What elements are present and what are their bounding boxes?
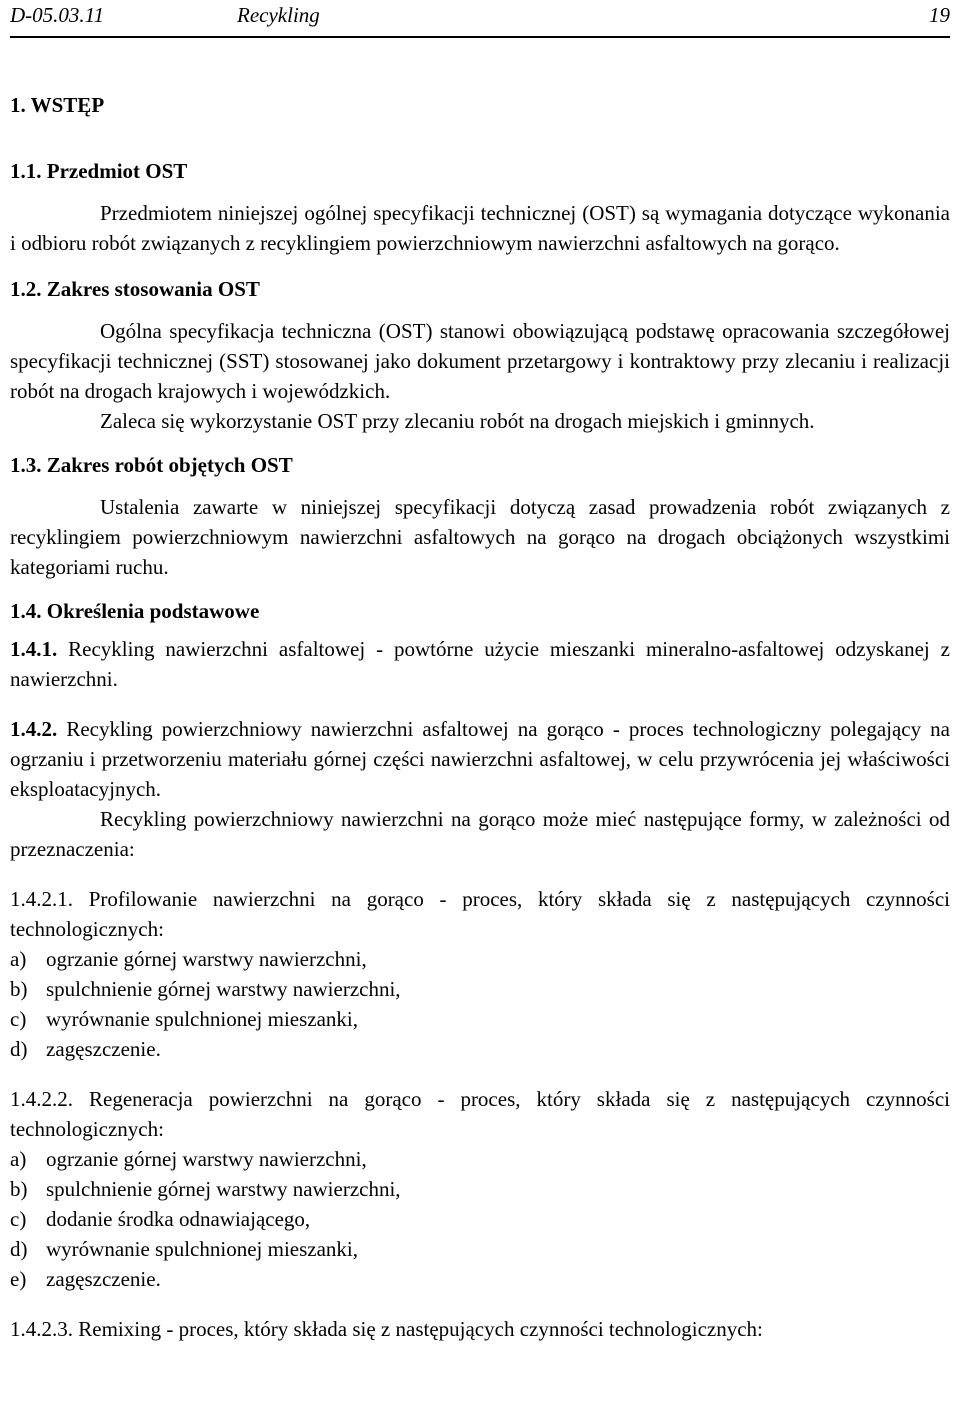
list-regeneration — [10, 1144, 950, 1294]
list-item: c) dodanie środka odnawiającego, — [10, 1207, 311, 1231]
paragraph-recommendation: Zaleca się wykorzystanie OST przy zlecaniu robót na drogach miejskich i gminnych. — [100, 409, 815, 433]
definition-1-4-2-2: 1.4.2.2. Regeneracja powierzchni na gorąco - proces, który składa się z następujących czynności technologicznych: — [10, 1087, 950, 1141]
section-heading-1-1: 1.1. Przedmiot OST — [10, 159, 188, 183]
paragraph-works-scope: Ustalenia zawarte w niniejszej specyfikacji dotyczą zasad prowadzenia robót związanych z recyklingiem powierzchniowym nawierzchni asfaltowych na gorąco na drogach obciążonych wszystkimi kategoriami ruchu. — [10, 495, 950, 579]
list-profiling — [10, 944, 950, 1064]
section-heading-1-2: 1.2. Zakres stosowania OST — [10, 277, 260, 301]
document-body — [10, 90, 950, 1344]
definition-1-4-2-3: 1.4.2.3. Remixing - proces, który składa się z następujących czynności technologicznych: — [10, 1317, 763, 1341]
definition-text: Recykling powierzchniowy nawierzchni asfaltowej na gorąco - proces technologiczny polegający na ogrzaniu i przetworzeniu materiału górnej części nawierzchni asfaltowej, w celu przywrócenia jej właściwości eksploatacyjnych. — [10, 717, 951, 801]
page-header — [10, 0, 950, 38]
paragraph-forms: Recykling powierzchniowy nawierzchni na gorąco może mieć następujące formy, w zależności od przeznaczenia: — [10, 807, 950, 861]
list-item: d) zagęszczenie. — [10, 1037, 161, 1061]
definition-1-4-2-1: 1.4.2.1. Profilowanie nawierzchni na gorąco - proces, który składa się z następujących czynności technologicznych: — [10, 887, 950, 941]
list-item: e) zagęszczenie. — [10, 1267, 161, 1291]
list-item: d) wyrównanie spulchnionej mieszanki, — [10, 1237, 359, 1261]
document-code: D-05.03.11 — [10, 3, 105, 27]
section-heading-1-3: 1.3. Zakres robót objętych OST — [10, 453, 293, 477]
definition-1-4-2 — [10, 714, 950, 804]
list-item: b) spulchnienie górnej warstwy nawierzchni, — [10, 977, 401, 1001]
paragraph-scope: Ogólna specyfikacja techniczna (OST) stanowi obowiązującą podstawę opracowania szczegółowej specyfikacji technicznej (SST) stosowanej jako dokument przetargowy i kontraktowy przy zlecaniu i realizacji robót na drogach krajowych i wojewódzkich. — [10, 319, 950, 403]
definition-number: 1.4.2. — [10, 717, 58, 741]
section-heading-1: 1. WSTĘP — [10, 93, 105, 117]
list-item: a) ogrzanie górnej warstwy nawierzchni, — [10, 1147, 367, 1171]
list-item: c) wyrównanie spulchnionej mieszanki, — [10, 1007, 359, 1031]
paragraph-subject: Przedmiotem niniejszej ogólnej specyfikacji technicznej (OST) są wymagania dotyczące wykonania i odbioru robót związanych z recyklingiem powierzchniowym nawierzchni asfaltowych na gorąco. — [10, 201, 950, 255]
section-heading-1-4: 1.4. Określenia podstawowe — [10, 599, 260, 623]
document-title: Recykling — [237, 3, 320, 27]
list-item: b) spulchnienie górnej warstwy nawierzchni, — [10, 1177, 401, 1201]
page-number: 19 — [929, 3, 950, 27]
definition-number: 1.4.1. — [10, 637, 58, 661]
definition-1-4-1 — [10, 634, 950, 694]
definition-text: Recykling nawierzchni asfaltowej - powtórne użycie mieszanki mineralno-asfaltowej odzyskanej z nawierzchni. — [10, 637, 950, 691]
list-item: a) ogrzanie górnej warstwy nawierzchni, — [10, 947, 367, 971]
